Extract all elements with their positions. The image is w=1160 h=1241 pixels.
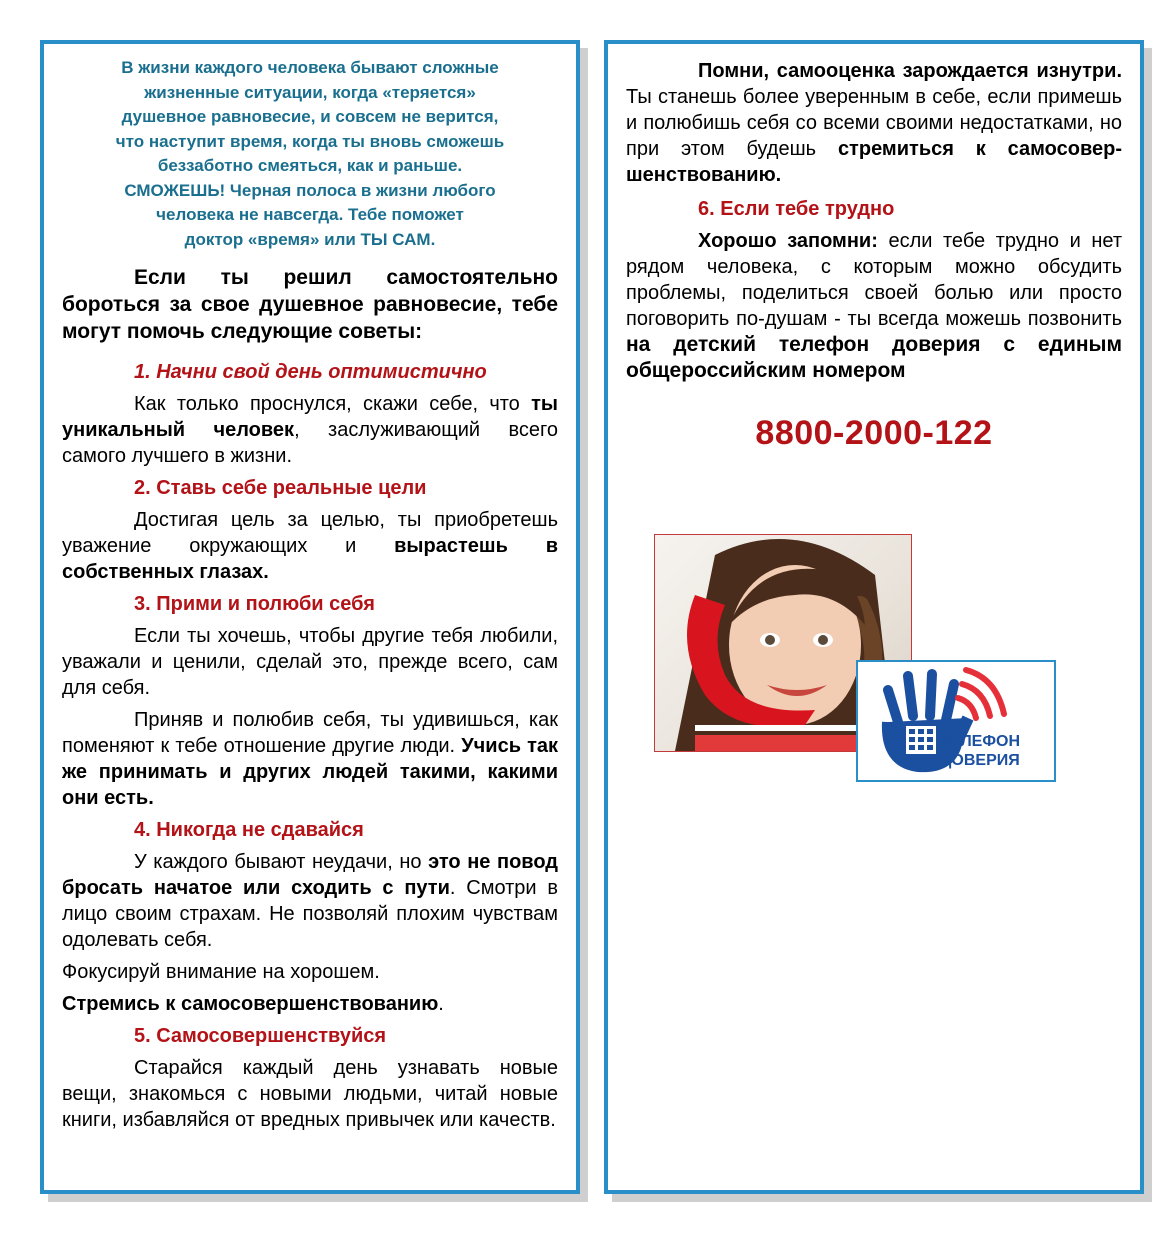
intro-line: жизненные ситуации, когда «теряется» (144, 82, 476, 102)
section-4-text-2: Фокусируй внимание на хорошем. (62, 961, 380, 983)
intro-line: В жизни каждого человека бывают сложные (121, 58, 499, 77)
text: , заслуживающий всего самого лучшего в жизни. (62, 419, 559, 467)
emphasis: это не повод бросать начатое или сходить с пути (62, 851, 558, 899)
hotline-paragraph (626, 228, 1122, 384)
hotline-logo (856, 660, 1056, 782)
text: У каждого бывают неудачи, но (134, 851, 429, 873)
section-3-title: 3. Прими и полюби себя (134, 593, 375, 615)
hotline-phone-number[interactable]: 8800-2000-122 (755, 414, 993, 452)
logo-line: ТЕЛЕФОН (940, 733, 1020, 750)
text: Достигая цель за целью, ты приобретешь уважение окружающих и (62, 509, 558, 557)
text: . (438, 993, 444, 1015)
intro-line: человека не навсегда. Тебе поможет (156, 205, 464, 224)
emphasis: вырастешь в собственных глазах. (62, 535, 558, 583)
intro-line: доктор «время» или ТЫ САМ. (184, 229, 436, 249)
section-5-text: Старайся каждый день узнавать новые вещи, знакомься с новыми людьми, читай новые книги, избавляйся от вредных привычек или качеств. (62, 1057, 558, 1131)
text: Как только проснулся, скажи себе, что (134, 393, 532, 415)
text: Приняв и полюбив себя, ты удивишься, как поменяют к тебе отношение другие люди. (62, 709, 558, 757)
section-3-text-1: Если ты хочешь, чтобы другие тебя любили, уважали и ценили, сделай это, прежде всего, сам для себя. (62, 625, 558, 699)
section-4-title: 4. Никогда не сдавайся (134, 819, 364, 841)
emphasis: Стремись к самосовершенствованию (62, 993, 439, 1015)
section-4-text-3 (62, 991, 558, 1017)
emphasis: ты уникальный человек (62, 393, 558, 441)
logo-line: ДОВЕРИЯ (940, 752, 1020, 769)
emphasis: Учись так же принимать и других людей такими, какими они есть. (62, 735, 559, 809)
section-3-text-2 (62, 707, 558, 811)
section-1-text (62, 391, 558, 469)
emphasis: на детский телефон доверия с единым общероссийским номером (626, 333, 1122, 382)
text: если тебе трудно и нет рядом человека, с которым можно обсудить проблемы, поделиться своей болью или просто поговорить по-душам - ты всегда можешь позвонить (626, 230, 1122, 330)
left-panel (40, 40, 580, 1194)
section-2-text (62, 507, 558, 585)
emphasis: Помни, самооценка зарождается изнутри. (698, 60, 1122, 82)
text: . Смотри в лицо своим страхам. Не позволяй плохим чувствам одолевать себя. (62, 877, 558, 951)
section-1-title: 1. Начни свой день оптимистично (134, 361, 487, 383)
section-2-title: 2. Ставь себе реальные цели (134, 477, 427, 499)
section-6-title: 6. Если тебе трудно (698, 198, 895, 220)
intro-line: что наступит время, когда ты вновь сможешь (115, 131, 505, 151)
intro-line: беззаботно смеяться, как и раньше. (157, 156, 463, 175)
intro-block (62, 56, 558, 252)
emphasis: стремиться к самосовер-шенствованию. (626, 138, 1123, 186)
lead-paragraph: Если ты решил самостоятельно бороться за свое душевное равновесие, тебе могут помочь следующие советы: (62, 266, 558, 343)
section-5-title: 5. Самосовершенствуйся (134, 1025, 387, 1047)
logo-text (940, 732, 1020, 770)
intro-line: душевное равновесие, и совсем не верится, (121, 107, 499, 126)
remember-paragraph (626, 58, 1122, 188)
section-4-text-1 (62, 849, 558, 953)
right-panel (604, 40, 1144, 1194)
text: Ты станешь более уверенным в себе, если примешь и полюбишь себя со всеми своими недостатками, но при этом будешь (626, 86, 1122, 160)
intro-line: СМОЖЕШЬ! Черная полоса в жизни любого (124, 180, 496, 200)
emphasis: Хорошо запомни: (698, 230, 878, 252)
